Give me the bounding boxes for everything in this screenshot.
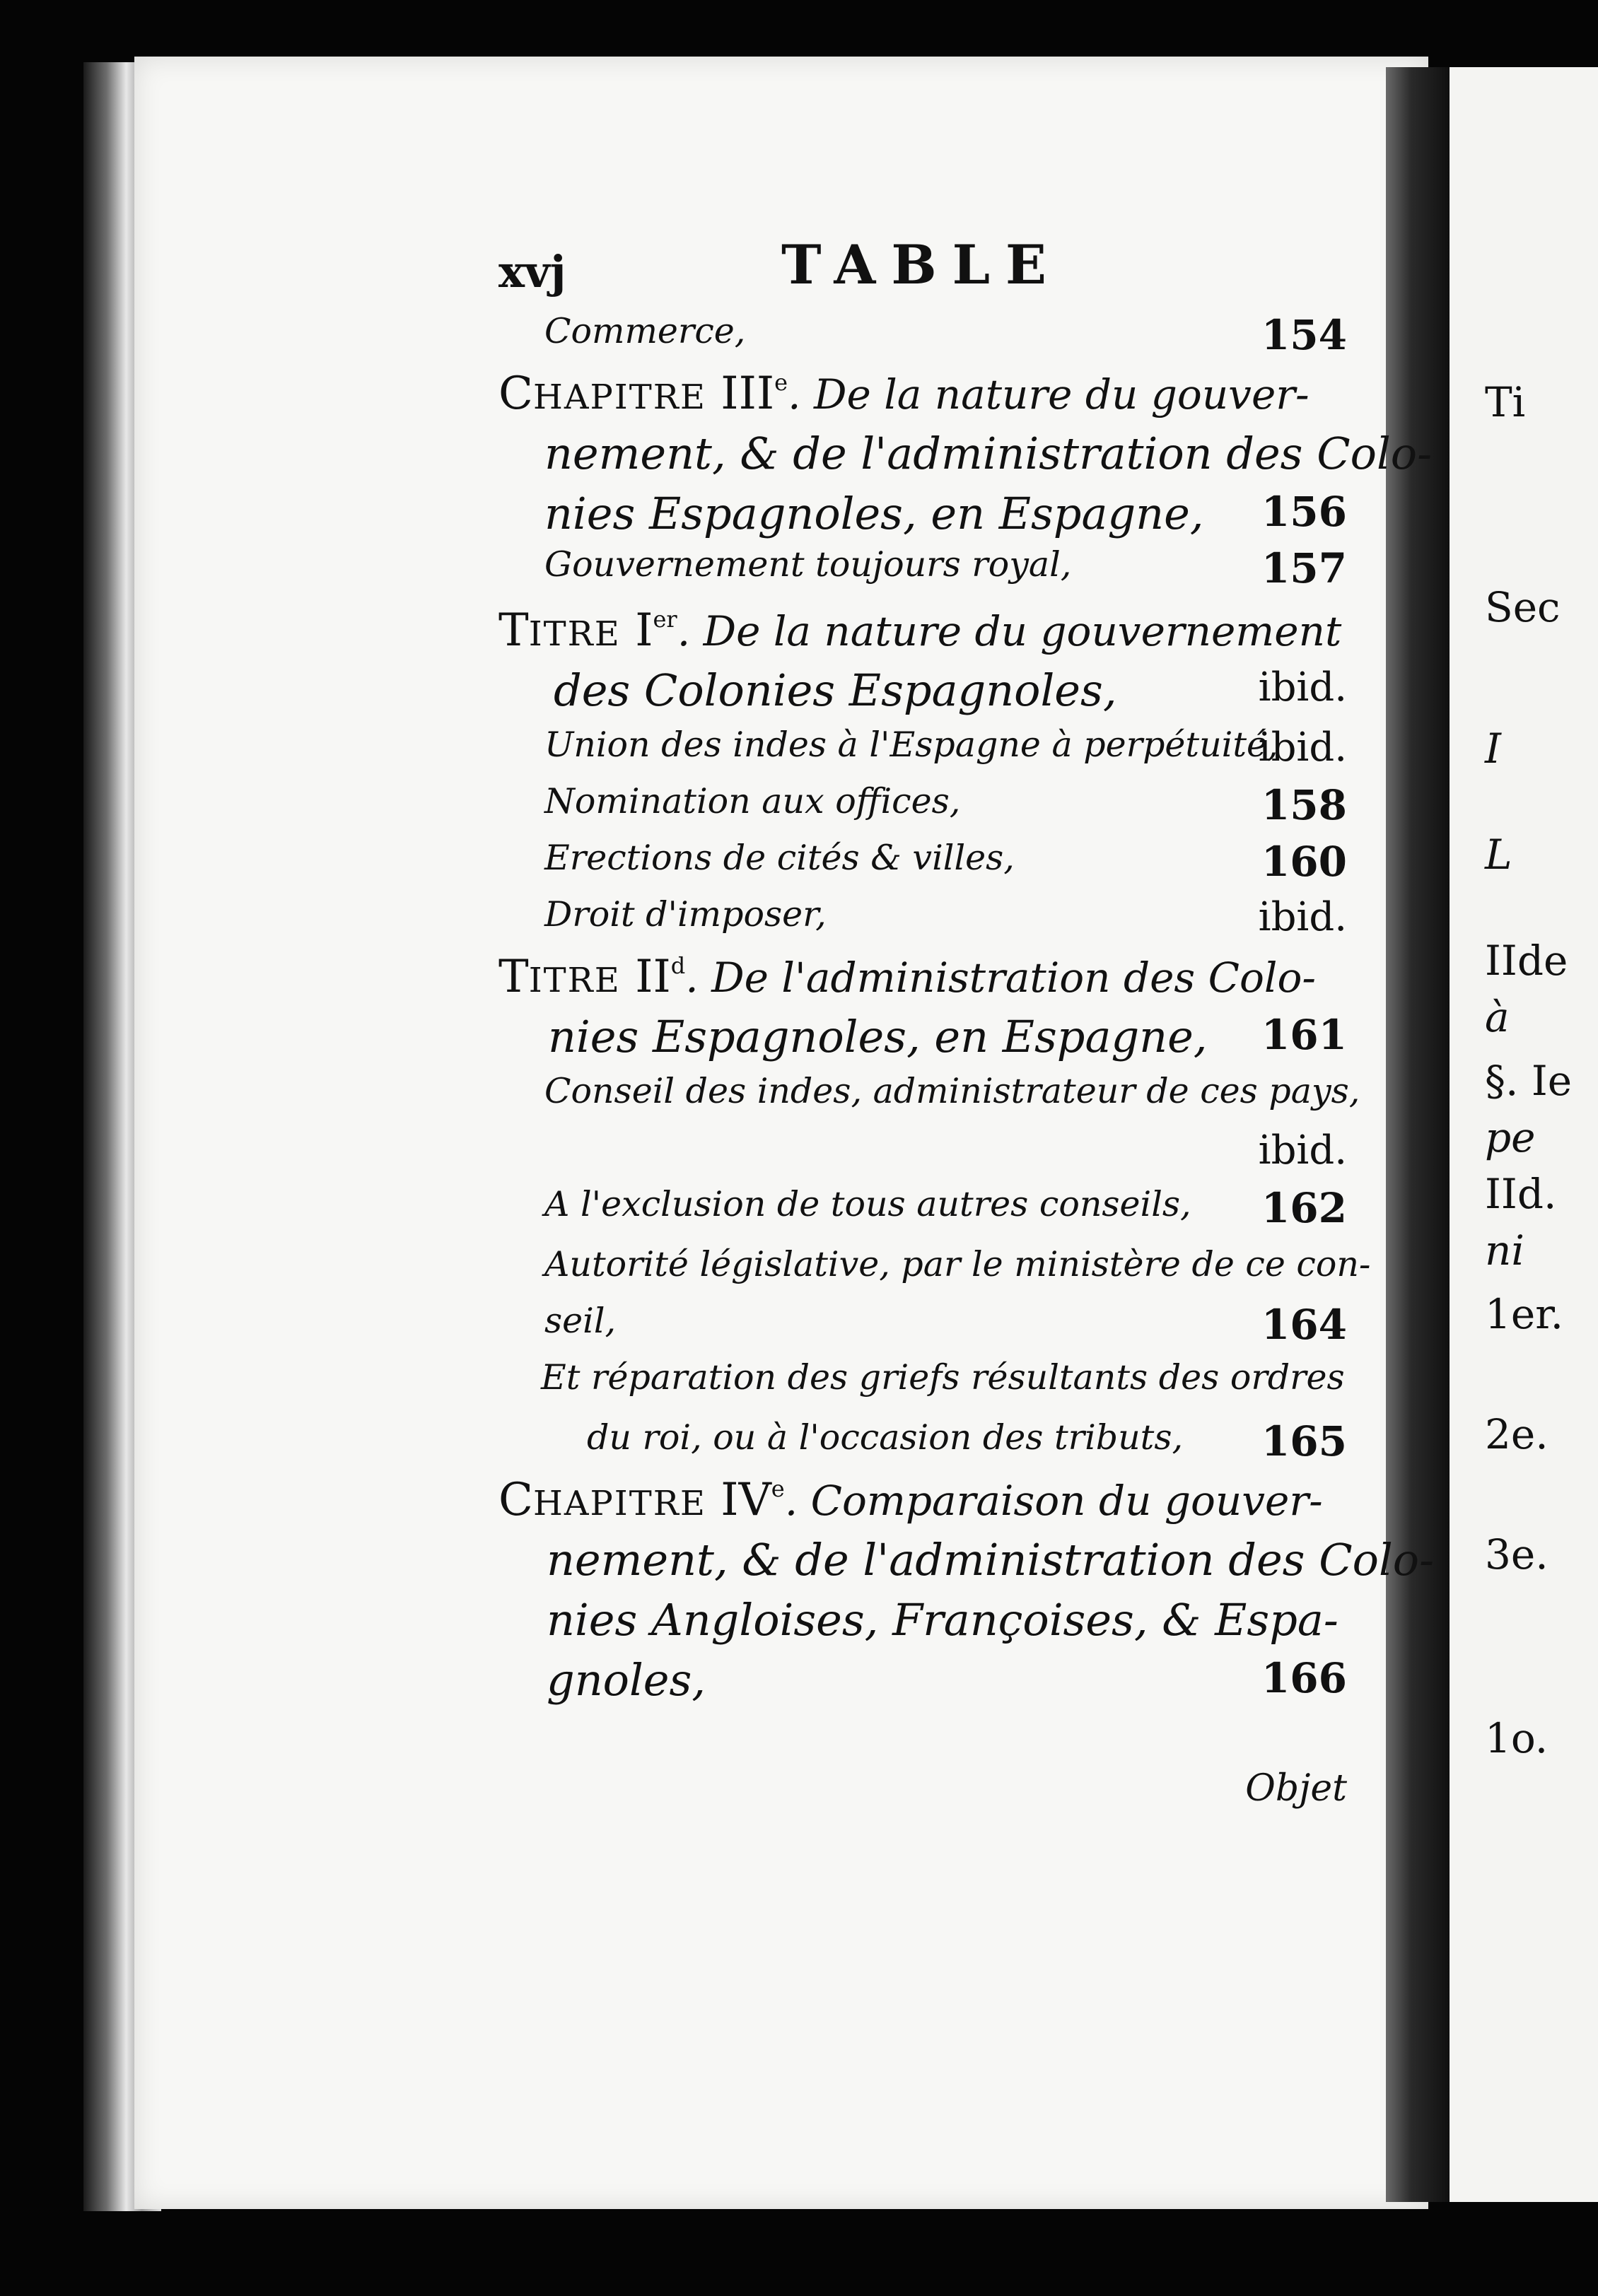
running-title: TABLE: [781, 233, 1062, 296]
heading-initial: C: [498, 1474, 533, 1526]
toc-entry-text: Et réparation des griefs résultants des ordres: [541, 1357, 1345, 1398]
page-reference: 166: [1261, 1654, 1347, 1702]
heading-description: . De l'administration des Colo-: [685, 954, 1316, 1002]
toc-entry-text: nies Espagnoles, en Espagne,: [544, 488, 1204, 539]
toc-entry-text: Conseil des indes, administrateur de ces pays,: [544, 1071, 1360, 1111]
facing-fragment: §. Ie: [1485, 1057, 1573, 1105]
page-reference: 162: [1261, 1184, 1347, 1232]
toc-entry-text: Union des indes à l'Espagne à perpétuité,: [544, 725, 1278, 765]
toc-entry-text: Nomination aux offices,: [544, 781, 961, 821]
facing-fragment: Sec: [1485, 583, 1561, 631]
toc-entry-line: [498, 664, 1347, 724]
folio-number: xvj: [498, 246, 566, 298]
toc-entry-line: [498, 725, 1347, 784]
toc-entry-line: [498, 1128, 1347, 1187]
toc-entry-line: [498, 1244, 1371, 1304]
heading-ordinal: er: [653, 606, 677, 633]
page-reference: 165: [1261, 1417, 1347, 1465]
heading-description: . De la nature du gouvernement: [677, 607, 1342, 655]
page-reference: 154: [1261, 311, 1347, 359]
heading-small-caps: HAPITRE: [532, 377, 706, 417]
facing-fragment: ni: [1485, 1226, 1524, 1275]
toc-heading-text: [498, 368, 1310, 420]
toc-entry-line: [498, 1417, 1347, 1477]
heading-numeral: III: [721, 368, 775, 420]
toc-entry-line: [498, 1534, 1435, 1593]
toc-entry-text: des Colonies Espagnoles,: [554, 664, 1117, 716]
toc-entry-line: [498, 1011, 1347, 1070]
toc-entry-line: [498, 1184, 1347, 1243]
heading-initial: T: [498, 951, 529, 1003]
heading-numeral: I: [635, 604, 653, 657]
toc-entry-text: nement, & de l'administration des Colo-: [547, 1534, 1435, 1586]
heading-numeral: IV: [721, 1474, 771, 1526]
toc-heading-line: [498, 604, 1347, 664]
page-reference: 164: [1261, 1301, 1347, 1349]
toc-entry-line: [498, 781, 1347, 840]
facing-fragment: L: [1485, 831, 1512, 879]
toc-entry-line: [498, 838, 1347, 897]
facing-fragment: 1o.: [1485, 1714, 1549, 1762]
facing-fragment: 1er.: [1485, 1290, 1564, 1338]
toc-entry-text: Gouvernement toujours royal,: [544, 544, 1072, 585]
toc-entry-text: A l'exclusion de tous autres conseils,: [544, 1184, 1191, 1224]
toc-entry-line: [498, 428, 1433, 487]
toc-entry-line: [498, 1654, 1347, 1714]
facing-fragment: I: [1485, 725, 1501, 773]
toc-heading-line: [498, 951, 1347, 1010]
page-reference: ibid.: [1258, 664, 1347, 710]
page-reference: 160: [1261, 838, 1347, 886]
heading-small-caps: ITRE: [528, 961, 621, 1000]
page-reference: ibid.: [1258, 1128, 1347, 1173]
heading-ordinal: e: [774, 369, 788, 396]
catchword-line: [498, 1767, 1347, 1827]
toc-entry-line: [498, 1594, 1347, 1653]
toc-heading-line: [498, 368, 1347, 427]
toc-heading-line: [498, 1474, 1347, 1533]
heading-small-caps: HAPITRE: [532, 1484, 706, 1523]
book-gutter: [1386, 67, 1450, 2202]
heading-initial: T: [498, 604, 529, 657]
facing-fragment: à: [1485, 993, 1510, 1041]
page-reference: 157: [1261, 544, 1347, 592]
heading-initial: C: [498, 368, 533, 420]
toc-entry-line: [498, 544, 1347, 604]
toc-heading-text: [498, 1474, 1323, 1526]
toc-entry-line: [498, 488, 1347, 547]
toc-heading-text: [498, 951, 1316, 1003]
facing-fragment: Ti: [1485, 378, 1526, 426]
heading-numeral: II: [635, 951, 671, 1003]
toc-entry-text: du roi, ou à l'occasion des tributs,: [587, 1417, 1184, 1458]
page-reference: ibid.: [1258, 894, 1347, 940]
heading-ordinal: e: [771, 1475, 785, 1502]
toc-entry-line: [498, 894, 1347, 954]
facing-fragment: IIde: [1485, 937, 1568, 985]
heading-description: . Comparaison du gouver-: [784, 1477, 1323, 1525]
toc-entry-text: Droit d'imposer,: [544, 894, 827, 935]
heading-description: . De la nature du gouver-: [788, 370, 1310, 418]
facing-fragment: 2e.: [1485, 1410, 1549, 1458]
toc-entry-text: seil,: [544, 1301, 617, 1341]
facing-fragment: 3e.: [1485, 1530, 1549, 1578]
toc-entry-text: nement, & de l'administration des Colo-: [544, 428, 1433, 479]
page-reference: 158: [1261, 781, 1347, 829]
toc-entry-text: Autorité législative, par le ministère de ce con-: [544, 1244, 1371, 1284]
toc-entry-text: nies Espagnoles, en Espagne,: [548, 1011, 1208, 1062]
page-reference: 161: [1261, 1011, 1347, 1059]
page-reference: ibid.: [1258, 725, 1347, 771]
page-reference: 156: [1261, 488, 1347, 536]
heading-ordinal: d: [670, 952, 686, 979]
toc-entry-text: nies Angloises, Françoises, & Espa-: [547, 1594, 1339, 1646]
toc-entry-text: Commerce,: [544, 311, 746, 351]
toc-entry-line: [498, 1357, 1347, 1417]
page-header: [498, 233, 1347, 304]
toc-entry-text: Erections de cités & villes,: [544, 838, 1015, 878]
heading-small-caps: ITRE: [528, 614, 621, 654]
toc-entry-line: [498, 311, 1347, 370]
facing-fragment: pe: [1485, 1113, 1536, 1161]
facing-fragment: IId.: [1485, 1170, 1557, 1218]
catchword: Objet: [1245, 1767, 1347, 1810]
toc-heading-text: [498, 604, 1341, 657]
toc-entry-text: gnoles,: [547, 1654, 706, 1706]
toc-entry-line: [498, 1071, 1360, 1130]
toc-entry-line: [498, 1301, 1347, 1360]
facing-page: [1450, 67, 1598, 2202]
